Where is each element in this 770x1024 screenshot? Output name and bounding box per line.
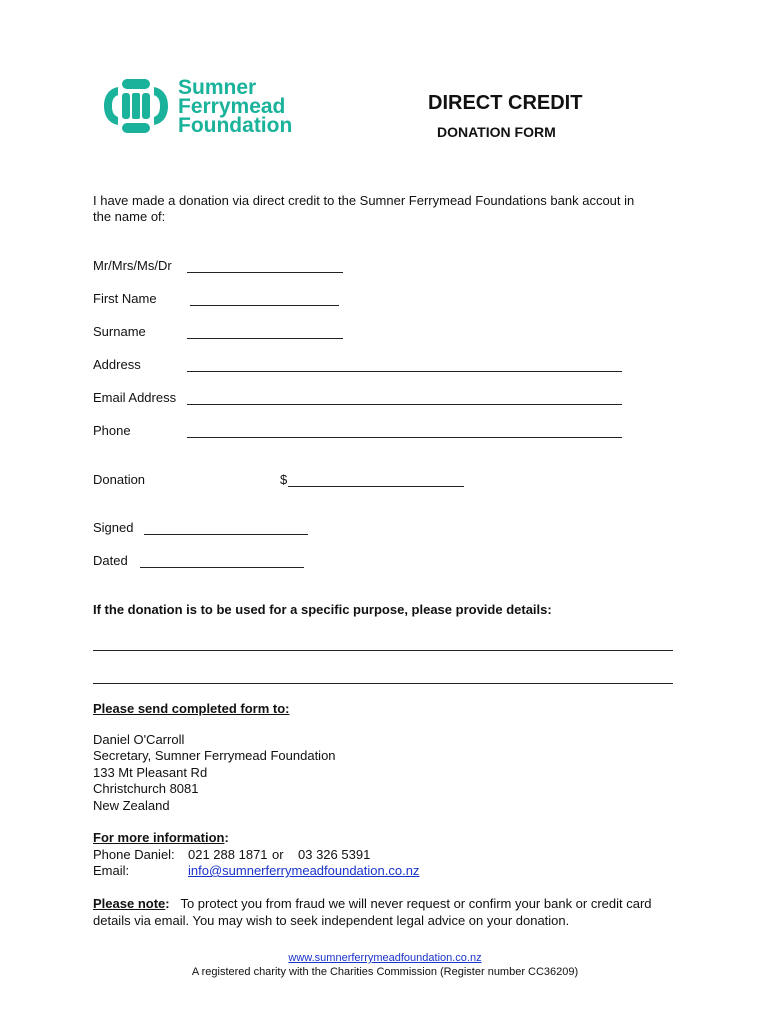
title-input[interactable] [187, 272, 343, 273]
intro-line-2: the name of: [93, 209, 166, 224]
address-label: Address [93, 357, 141, 372]
info-email-link[interactable]: info@sumnerferrymeadfoundation.co.nz [188, 863, 420, 878]
info-phone-2: 03 326 5391 [298, 847, 371, 862]
note-text-1: To protect you from fraud we will never request or confirm your bank or credit card [180, 896, 652, 911]
phone-label: Phone [93, 423, 131, 438]
info-or: or [272, 847, 284, 862]
recipient-street: 133 Mt Pleasant Rd [93, 765, 208, 780]
logo [104, 76, 319, 137]
email-input[interactable] [187, 404, 622, 405]
info-email-label: Email: [93, 863, 130, 878]
footer-charity-text: A registered charity with the Charities Commission (Register number CC36209) [191, 966, 579, 978]
recipient-country: New Zealand [93, 798, 170, 813]
first-name-label: First Name [93, 291, 157, 306]
logo-line-1: Sumner [178, 76, 257, 99]
email-label: Email Address [93, 390, 177, 405]
currency-symbol: $ [280, 472, 288, 487]
recipient-city: Christchurch 8081 [93, 781, 199, 796]
note-line-2: details via email. You may wish to seek independent legal advice on your donation. [93, 913, 570, 928]
foundation-logo-icon [104, 79, 168, 133]
surname-input[interactable] [187, 338, 343, 339]
donation-amount-input[interactable] [288, 486, 464, 487]
donation-label: Donation [93, 472, 146, 487]
info-phone-label: Phone Daniel: [93, 847, 175, 862]
purpose-input-line-1[interactable] [93, 650, 673, 651]
info-heading-colon: : [224, 830, 229, 845]
signature-input[interactable] [144, 534, 308, 535]
info-heading-wrap [93, 830, 229, 846]
info-phone-1: 021 288 1871 [188, 847, 268, 862]
logo-line-2: Ferrymead [178, 95, 286, 118]
first-name-input[interactable] [190, 305, 339, 306]
info-heading: For more information [93, 830, 225, 845]
page-subtitle: DONATION FORM [437, 124, 556, 140]
note-line-1 [93, 896, 652, 912]
signed-label: Signed [93, 520, 134, 535]
recipient-role: Secretary, Sumner Ferrymead Foundation [93, 748, 336, 763]
intro-line-1: I have made a donation via direct credit to the Sumner Ferrymead Foundations bank accout in [93, 193, 635, 208]
surname-label: Surname [93, 324, 146, 339]
address-input[interactable] [187, 371, 622, 372]
phone-input[interactable] [187, 437, 622, 438]
purpose-prompt: If the donation is to be used for a specific purpose, please provide details: [93, 602, 552, 617]
note-colon: : [165, 896, 170, 911]
title-label: Mr/Mrs/Ms/Dr [93, 258, 172, 273]
dated-label: Dated [93, 553, 128, 568]
footer-website-link[interactable]: www.sumnerferrymeadfoundation.co.nz [288, 952, 482, 964]
recipient-name: Daniel O'Carroll [93, 732, 185, 747]
note-label: Please note [93, 896, 166, 911]
date-input[interactable] [140, 567, 304, 568]
logo-line-3: Foundation [178, 114, 293, 137]
purpose-input-line-2[interactable] [93, 683, 673, 684]
send-to-heading: Please send completed form to: [93, 701, 290, 716]
page-title: DIRECT CREDIT [428, 92, 583, 114]
